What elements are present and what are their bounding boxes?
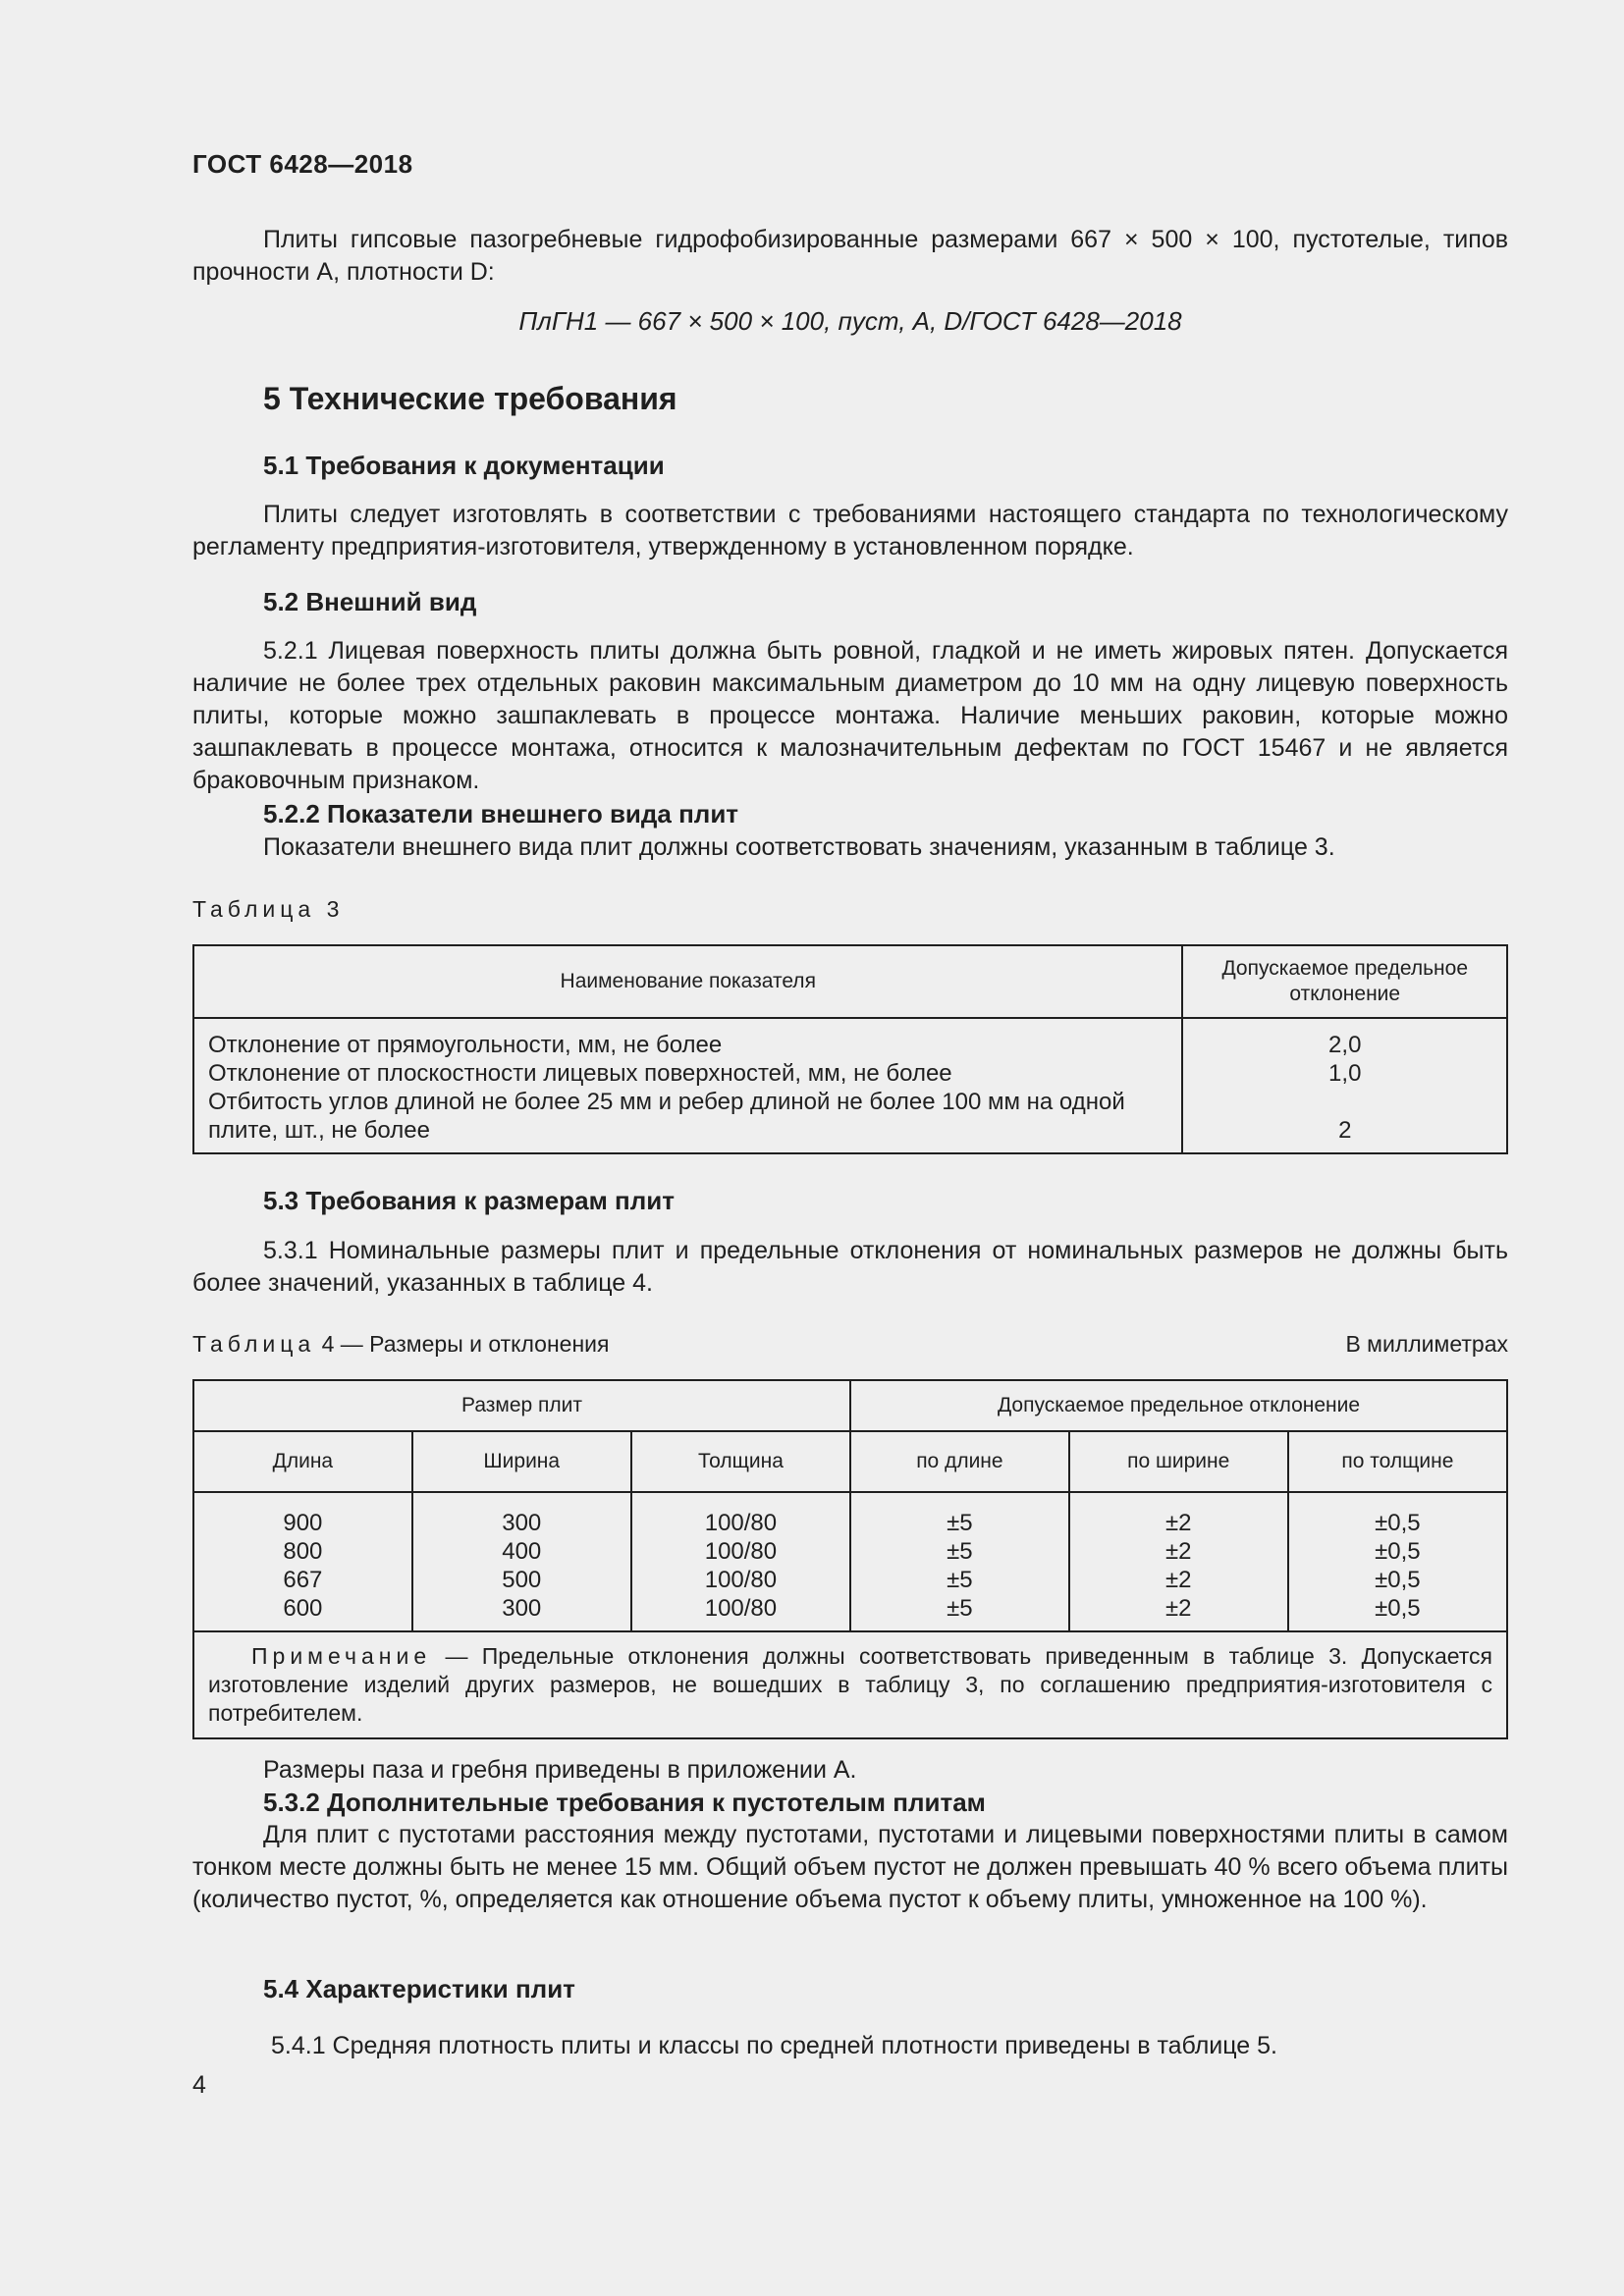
table-4-caption: [192, 1331, 609, 1358]
table-4-cell: 400: [502, 1538, 542, 1565]
section-5-3-2-heading: 5.3.2 Дополнительные требования к пустотелым плитам: [263, 1788, 986, 1817]
page-number: 4: [192, 2071, 206, 2099]
table-4-cell: ±5: [947, 1595, 973, 1622]
section-5-2-1-paragraph: 5.2.1 Лицевая поверхность плиты должна быть ровной, гладкой и не иметь жировых пятен. Допускается наличие не более трех отдельных раковин максимальным диаметром до 10 мм на одну лицевую поверхность плиты, которые можно зашпаклевать в процессе монтажа. Наличие меньших раковин, которые можно зашпаклевать в процессе монтажа, относится к малозначительным дефектам по ГОСТ 15467 и не является браковочным признаком.: [192, 637, 1508, 794]
table-3-header-deviation: Допускаемое предельное отклонение: [1182, 945, 1507, 1018]
table-3-row-value: 2: [1338, 1117, 1352, 1144]
table-4-dev-thickness-column: [1288, 1492, 1507, 1631]
table-4-header-dev-width: по ширине: [1069, 1431, 1288, 1492]
table-3-row-name: Отклонение от прямоугольности, мм, не более: [208, 1032, 723, 1058]
section-5-2-2-heading: 5.2.2 Показатели внешнего вида плит: [263, 799, 739, 828]
table-3-values-cell: [1182, 1018, 1507, 1153]
table-4-cell: ±2: [1164, 1538, 1192, 1565]
section-5-heading: 5 Технические требования: [263, 381, 677, 416]
table-4-header-dev-length: по длине: [850, 1431, 1069, 1492]
table-3-header-name: Наименование показателя: [193, 945, 1182, 1018]
table-4-cell: 500: [502, 1567, 542, 1593]
table-4-group-deviation: Допускаемое предельное отклонение: [850, 1380, 1507, 1431]
table-4-cell: 100/80: [704, 1538, 778, 1565]
table-4-cell: ±2: [1164, 1595, 1192, 1622]
table-4-note-label: Примечание: [251, 1643, 432, 1669]
table-3-caption: Таблица 3: [192, 896, 345, 922]
table-4-dev-length-column: [850, 1492, 1069, 1631]
table-3-row-value: 2,0: [1328, 1032, 1362, 1058]
intro-paragraph: Плиты гипсовые пазогребневые гидрофобизированные размерами 667 × 500 × 100, пустотелые, типов прочности А, плотности D:: [192, 226, 1508, 286]
table-4-cell: 100/80: [704, 1510, 778, 1536]
table-4-cell: ±2: [1164, 1510, 1192, 1536]
table-4-width-column: [412, 1492, 631, 1631]
table-4-caption-prefix: Таблица: [192, 1331, 316, 1357]
section-5-2-heading: 5.2 Внешний вид: [263, 587, 477, 616]
table-4-header-length: Длина: [193, 1431, 412, 1492]
table-3-names-cell: [193, 1018, 1182, 1153]
table-4-cell: ±2: [1164, 1567, 1192, 1593]
table-4-cell: 800: [283, 1538, 323, 1565]
table-4-cell: 667: [283, 1567, 323, 1593]
table-4-cell: ±5: [947, 1538, 973, 1565]
table-4-cell: ±5: [947, 1510, 973, 1536]
section-5-2-2-paragraph: Показатели внешнего вида плит должны соответствовать значениям, указанным в таблице 3.: [263, 833, 1335, 861]
section-5-1-paragraph: Плиты следует изготовлять в соответствии с требованиями настоящего стандарта по технологическому регламенту предприятия-изготовителя, утвержденному в установленном порядке.: [192, 501, 1508, 561]
table-4-cell: ±0,5: [1375, 1595, 1421, 1622]
table-4-cell: ±0,5: [1375, 1510, 1421, 1536]
table-4-cell: 100/80: [704, 1567, 778, 1593]
table-4-header-dev-thickness: по толщине: [1288, 1431, 1507, 1492]
document-header: ГОСТ 6428—2018: [192, 149, 413, 179]
table-4-cell: 600: [283, 1595, 323, 1622]
table-3-row-name: Отклонение от плоскостности лицевых поверхностей, мм, не более: [208, 1060, 952, 1087]
table-4-cell: 300: [502, 1510, 542, 1536]
table-3-row-name: Отбитость углов длиной не более 25 мм и ребер длиной не более 100 мм на одной плите, шт., не более: [208, 1089, 1125, 1144]
section-5-3-1-paragraph: 5.3.1 Номинальные размеры плит и предельные отклонения от номинальных размеров не должны быть более значений, указанных в таблице 4.: [192, 1237, 1508, 1297]
designation-formula: ПлГН1 — 667 × 500 × 100, пуст, А, D/ГОСТ 6428—2018: [518, 306, 1182, 336]
table-4-header-width: Ширина: [412, 1431, 631, 1492]
table-4-header-thickness: Толщина: [631, 1431, 850, 1492]
table-4-dev-width-column: [1069, 1492, 1288, 1631]
table-4-cell: ±5: [947, 1567, 973, 1593]
table-4-cell: 300: [502, 1595, 542, 1622]
table-4-thickness-column: [631, 1492, 850, 1631]
groove-ridge-paragraph: Размеры паза и гребня приведены в приложении А.: [263, 1756, 857, 1784]
table-4-note-text: — Предельные отклонения должны соответствовать приведенным в таблице 3. Допускается изготовление изделий других размеров, не вошедших в таблицу 3, по соглашению предприятия-изготовителя с потребителем.: [208, 1643, 1493, 1726]
section-5-3-2-paragraph: Для плит с пустотами расстояния между пустотами, пустотами и лицевыми поверхностями плиты в самом тонком месте должны быть не менее 15 мм. Общий объем пустот не должен превышать 40 % всего объема плиты (количество пустот, %, определяется как отношение объема пустот к объему плиты, умноженное на 100 %).: [192, 1821, 1508, 1913]
table-4-cell: ±0,5: [1375, 1538, 1421, 1565]
table-4: [192, 1379, 1508, 1739]
section-5-3-heading: 5.3 Требования к размерам плит: [263, 1186, 675, 1215]
table-4-note: [193, 1631, 1507, 1738]
table-4-cell: ±0,5: [1375, 1567, 1421, 1593]
section-5-1-heading: 5.1 Требования к документации: [263, 451, 665, 480]
section-5-4-heading: 5.4 Характеристики плит: [263, 1974, 575, 2003]
table-4-length-column: [193, 1492, 412, 1631]
table-4-units: В миллиметрах: [1345, 1331, 1508, 1357]
table-3: [192, 944, 1508, 1154]
table-3-row-value: 1,0: [1328, 1060, 1362, 1087]
table-4-cell: 900: [283, 1510, 323, 1536]
table-4-group-size: Размер плит: [193, 1380, 850, 1431]
table-4-caption-title: 4 — Размеры и отклонения: [321, 1331, 610, 1357]
section-5-4-1-paragraph: 5.4.1 Средняя плотность плиты и классы по средней плотности приведены в таблице 5.: [271, 2032, 1277, 2059]
table-4-cell: 100/80: [704, 1595, 778, 1622]
